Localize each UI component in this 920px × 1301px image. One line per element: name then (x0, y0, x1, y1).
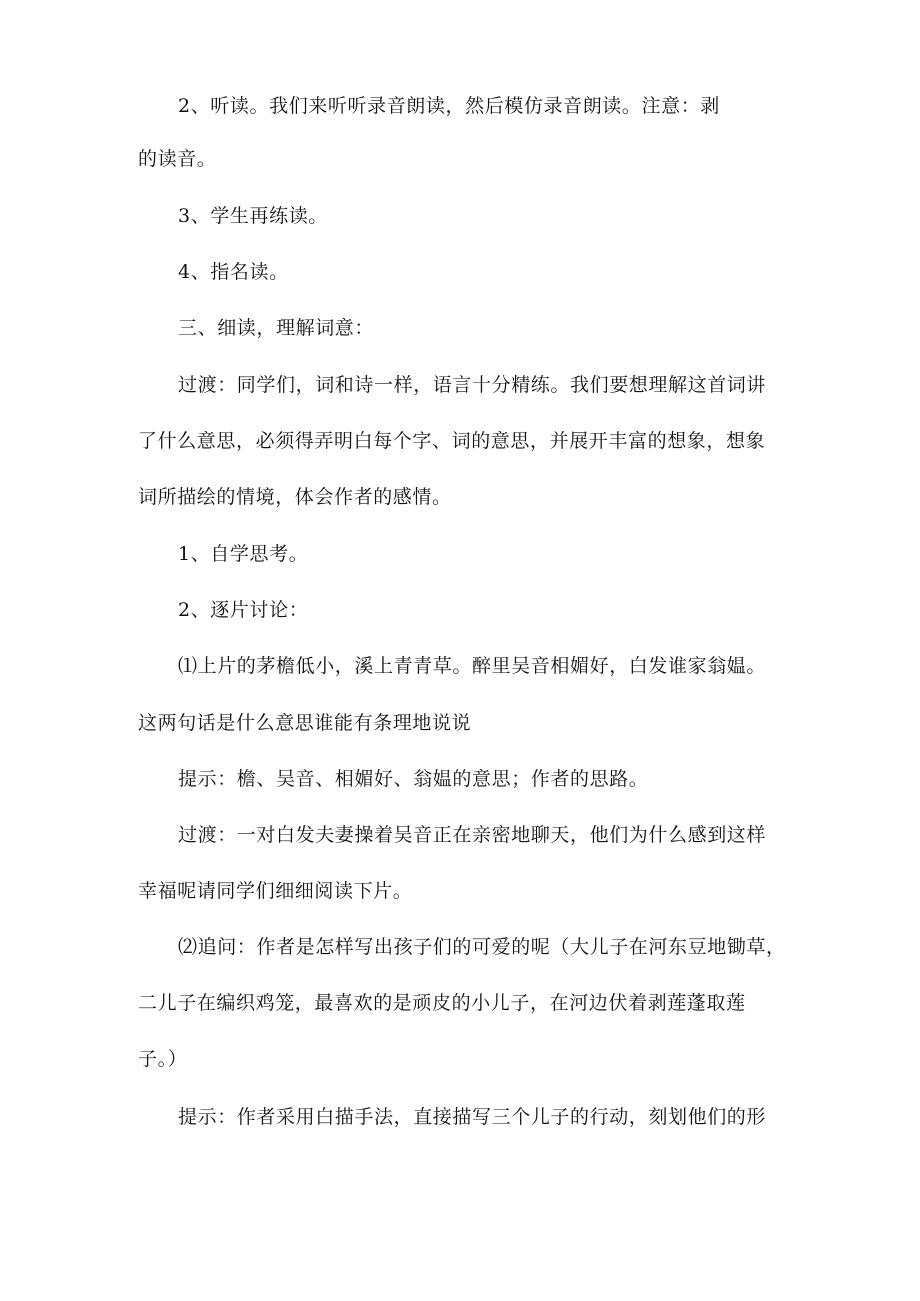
paragraph-line: 词所描绘的情境，体会作者的感情。 (138, 486, 452, 508)
paragraph-line: ⑴上片的茅檐低小，溪上青青草。醉里吴音相媚好，白发谁家翁媪。 (178, 655, 767, 677)
paragraph-line: 过渡：一对白发夫妻操着吴音正在亲密地聊天，他们为什么感到这样 (178, 824, 767, 846)
paragraph-line: 提示：檐、吴音、相媚好、翁媪的意思；作者的思路。 (178, 768, 649, 790)
section-heading: 三、细读，理解词意： (178, 317, 375, 339)
paragraph-line: 4、指名读。 (178, 261, 289, 283)
paragraph-line: 1、自学思考。 (178, 543, 309, 565)
paragraph-line: ⑵追问：作者是怎样写出孩子们的可爱的呢（大儿子在河东豆地锄草， (178, 936, 786, 958)
paragraph-line: 了什么意思，必须得弄明白每个字、词的意思，并展开丰富的想象，想象 (138, 430, 766, 452)
paragraph-line: 二儿子在编织鸡笼，最喜欢的是顽皮的小儿子，在河边伏着剥莲蓬取莲 (138, 992, 746, 1014)
paragraph-line: 提示：作者采用白描手法，直接描写三个儿子的行动，刻划他们的形 (178, 1106, 767, 1128)
paragraph-line: 幸福呢请同学们细细阅读下片。 (138, 880, 413, 902)
paragraph-line: 2、逐片讨论： (178, 599, 309, 621)
paragraph-line: 过渡：同学们，词和诗一样，语言十分精练。我们要想理解这首词讲 (178, 374, 767, 396)
paragraph-line: 这两句话是什么意思谁能有条理地说说 (138, 712, 472, 734)
paragraph-line: 2、听读。我们来听听录音朗读，然后模仿录音朗读。注意：剥 (178, 95, 720, 117)
paragraph-line: 子。） (138, 1048, 188, 1070)
paragraph-line: 3、学生再练读。 (178, 205, 328, 227)
paragraph-line: 的读音。 (138, 148, 217, 170)
